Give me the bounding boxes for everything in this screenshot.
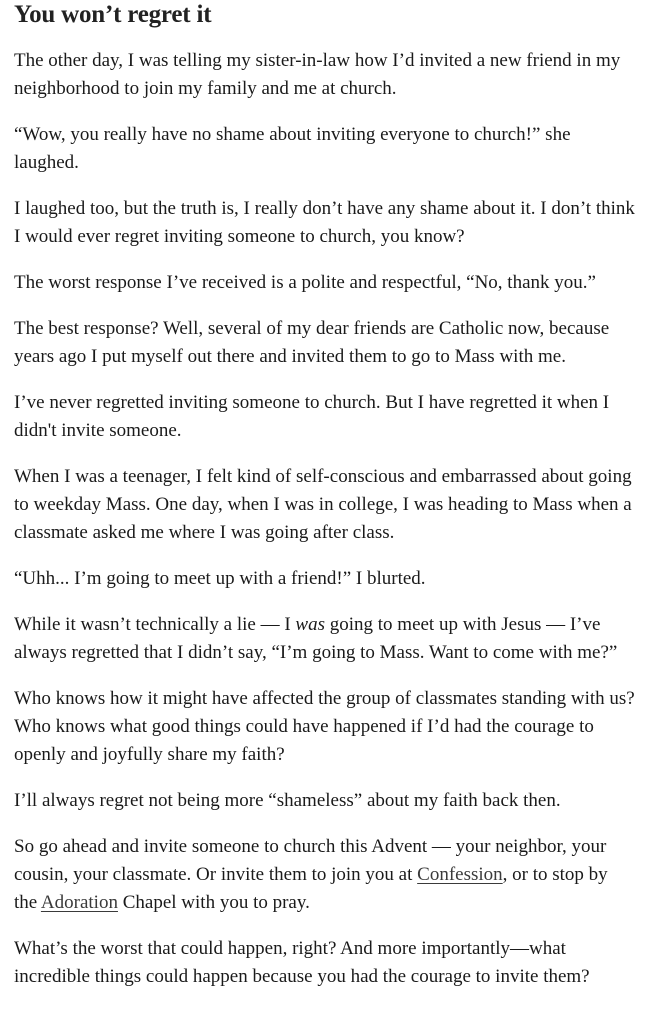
- paragraph-9-text-before: While it wasn’t technically a lie — I: [14, 614, 296, 635]
- paragraph-12-text-2: , or to stop by the: [14, 864, 608, 913]
- paragraph-9-emphasis: was: [295, 614, 325, 635]
- paragraph-8: “Uhh... I’m going to meet up with a friend!” I blurted.: [14, 568, 426, 589]
- adoration-link[interactable]: Adoration: [40, 892, 118, 913]
- paragraph-9-text-after: going to meet up with Jesus — I’ve always regretted that I didn’t say, “I’m going to Mass. Want to come with me?”: [14, 614, 618, 663]
- paragraph-6: I’ve never regretted inviting someone to church. But I have regretted it when I didn't invite someone.: [14, 392, 610, 441]
- paragraph-1: The other day, I was telling my sister-in-law how I’d invited a new friend in my neighborhood to join my family and me at church.: [14, 50, 621, 99]
- paragraph-12-text-1: So go ahead and invite someone to church this Advent — your neighbor, your cousin, your classmate. Or invite them to join you at: [14, 836, 607, 885]
- paragraph-3: I laughed too, but the truth is, I really don’t have any shame about it. I don’t think I would ever regret inviting someone to church, you know?: [14, 198, 635, 247]
- section-heading: You won’t regret it: [14, 1, 212, 28]
- paragraph-7: When I was a teenager, I felt kind of self-conscious and embarrassed about going to weekday Mass. One day, when I was in college, I was heading to Mass when a classmate asked me where I was going after class.: [14, 466, 632, 543]
- paragraph-11: I’ll always regret not being more “shameless” about my faith back then.: [14, 790, 561, 811]
- paragraph-4: The worst response I’ve received is a polite and respectful, “No, thank you.”: [14, 272, 596, 293]
- paragraph-12: [14, 833, 635, 917]
- paragraph-12-text-3: Chapel with you to pray.: [117, 892, 310, 913]
- paragraph-13: What’s the worst that could happen, right? And more importantly—what incredible things could happen because you had the courage to invite them?: [14, 938, 590, 987]
- paragraph-9: [14, 611, 635, 667]
- confession-link[interactable]: Confession: [417, 864, 503, 885]
- paragraph-10: Who knows how it might have affected the group of classmates standing with us? Who knows what good things could have happened if I’d had the courage to openly and joyfully share my faith?: [14, 688, 635, 765]
- paragraph-2: “Wow, you really have no shame about inviting everyone to church!” she laughed.: [14, 124, 571, 173]
- paragraph-5: The best response? Well, several of my dear friends are Catholic now, because years ago I put myself out there and invited them to go to Mass with me.: [14, 318, 610, 367]
